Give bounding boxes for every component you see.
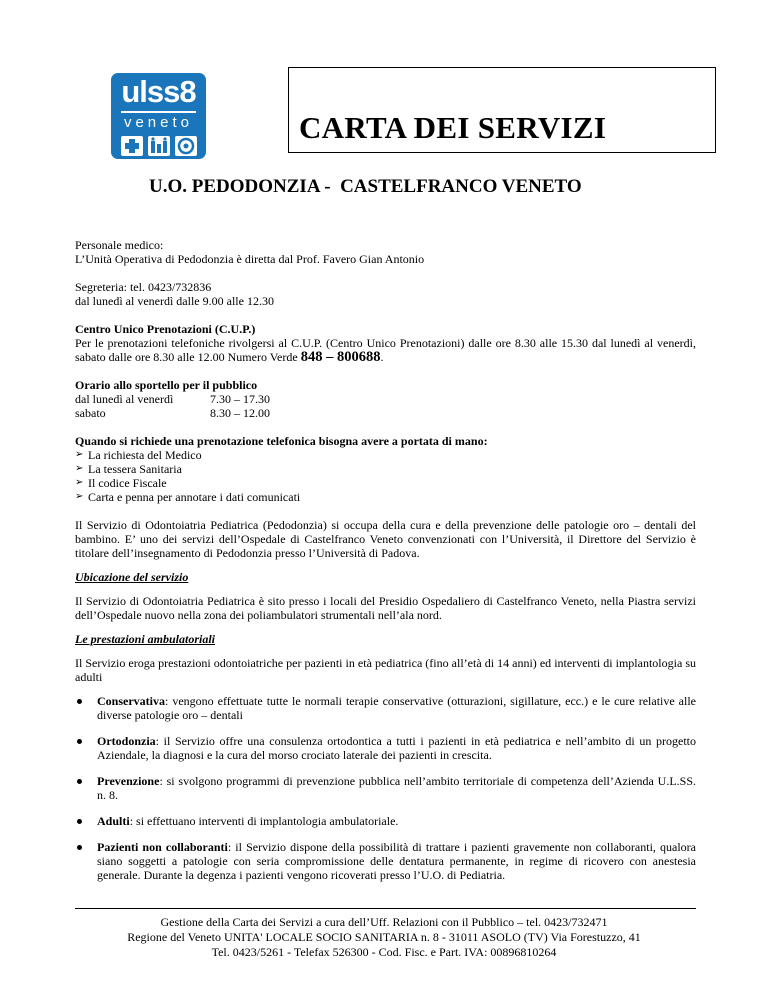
plus-icon (121, 136, 143, 156)
hours-heading: Orario allo sportello per il pubblico (75, 378, 258, 392)
cup-text: Per le prenotazioni telefoniche rivolgersi al C.U.P. (Centro Unico Prenotazioni) dalle ore 8.30 alle 15.30 dal lunedì al venerdì, sabato dalle ore 8.30 alle 12.00 Numero Verde 848 – 800688. (75, 336, 696, 365)
booking-list (75, 448, 696, 504)
secretariat-hours: dal lunedì al venerdì dalle 9.00 alle 12.30 (75, 294, 274, 308)
family-icon (148, 136, 170, 156)
services-heading: Le prestazioni ambulatoriali (75, 632, 216, 646)
secretariat-phone: Segreteria: tel. 0423/732836 (75, 280, 212, 294)
list-item: ➢ La tessera Sanitaria (75, 462, 696, 476)
list-item: ➢ Il codice Fiscale (75, 476, 696, 490)
logo-divider (121, 111, 196, 113)
footer-line-1: Gestione della Carta dei Servizi a cura dell’Uff. Relazioni con il Pubblico – tel. 0423/732471 (160, 915, 608, 929)
footer-line-3: Tel. 0423/5261 - Telefax 526300 - Cod. Fisc. e Part. IVA: 00896810264 (211, 945, 557, 959)
cup-phone: 848 – 800688 (300, 349, 381, 365)
services-list (75, 694, 696, 882)
logo-text-ulss: ulss8 (121, 74, 196, 109)
document-body (75, 238, 696, 894)
list-item: ➢ La richiesta del Medico (75, 448, 696, 462)
list-item: Prevenzione: si svolgono programmi di prevenzione pubblica nell’ambito territoriale di competenza dell’Azienda U.L.SS. n. 8. (75, 774, 696, 802)
logo-icons (119, 135, 199, 157)
ulss8-logo (111, 73, 206, 159)
page-subtitle: U.O. PEDODONZIA - CASTELFRANCO VENETO (149, 176, 582, 197)
page-title: CARTA DEI SERVIZI (299, 110, 607, 145)
list-item: Conservativa: vengono effettuate tutte le normali terapie conservative (otturazioni, sigillature, ecc.) e le cure relative alle diverse patologie oro – dentali (75, 694, 696, 722)
services-intro: Il Servizio eroga prestazioni odontoiatriche per pazienti in età pediatrica (fino all’età di 14 anni) ed interventi di implantologia su adulti (75, 656, 696, 684)
footer-line-2: Regione del Veneto UNITA' LOCALE SOCIO SANITARIA n. 8 - 31011 ASOLO (TV) Via Forestuzzo, 41 (127, 930, 641, 944)
location-heading: Ubicazione del servizio (75, 570, 189, 584)
list-item: Pazienti non collaboranti: il Servizio dispone della possibilità di trattare i pazienti gravemente non collaboranti, qualora siano soggetti a patologie con seria compromissione delle dentatura permanente, in regime di ricovero con anestesia generale. Durante la degenza i pazienti vengono ricoverati presso l’U.O. di Pediatria. (75, 840, 696, 882)
cup-heading: Centro Unico Prenotazioni (C.U.P.) (75, 322, 256, 336)
hours-row: dal lunedì al venerdì 7.30 – 17.30 (75, 392, 270, 406)
swirl-icon (175, 136, 197, 156)
list-item: Ortodonzia: il Servizio offre una consulenza ortodontica a tutti i pazienti in età pediatrica e nell’ambito di un progetto Aziendale, la diagnosi e la cura del morso crociato laterale dei pazienti in crescita. (75, 734, 696, 762)
hours-row: sabato 8.30 – 12.00 (75, 406, 270, 420)
staff-text: L’Unità Operativa di Pedodonzia è diretta dal Prof. Favero Gian Antonio (75, 252, 425, 266)
intro-paragraph: Il Servizio di Odontoiatria Pediatrica (Pedodonzia) si occupa della cura e della prevenzione delle patologie oro – dentali del bambino. E’ uno dei servizi dell’Ospedale di Castelfranco Veneto convenzionati con l’Università, il Direttore del Servizio è titolare dell’insegnamento di Pedodonzia presso l’Università di Padova. (75, 518, 696, 560)
staff-label: Personale medico: (75, 238, 164, 252)
list-item: ➢ Carta e penna per annotare i dati comunicati (75, 490, 696, 504)
location-text: Il Servizio di Odontoiatria Pediatrica è sito presso i locali del Presidio Ospedaliero di Castelfranco Veneto, nella Piastra servizi dell’Ospedale nuovo nella zona dei poliambulatori strumentali nell’ala nord. (75, 594, 696, 622)
list-item: Adulti: si effettuano interventi di implantologia ambulatoriale. (75, 814, 696, 828)
footer (0, 915, 768, 960)
logo-text-veneto: veneto (123, 114, 194, 131)
title-box (288, 67, 716, 153)
footer-divider (75, 908, 696, 909)
booking-heading: Quando si richiede una prenotazione telefonica bisogna avere a portata di mano: (75, 434, 488, 448)
